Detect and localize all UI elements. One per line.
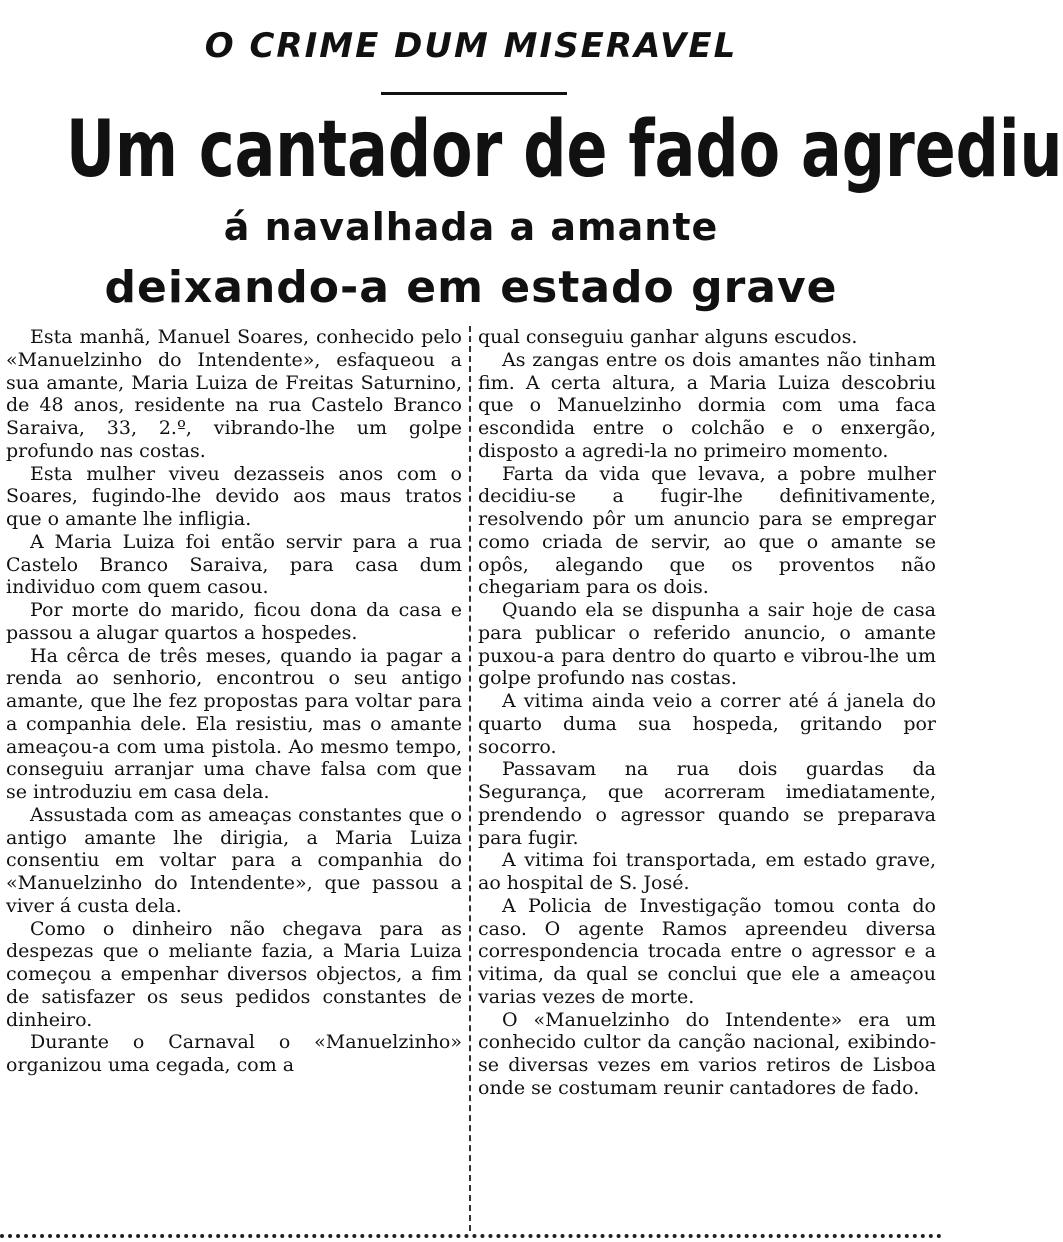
paragraph: Como o dinheiro não chegava para as despezas que o meliante fazia, a Maria Luiza começou a empenhar diversos objectos, a fim de satisfazer os seus pedidos constantes de dinheiro. xyxy=(6,917,462,1031)
subheadline-first: á navalhada a amante xyxy=(223,205,719,249)
paragraph: O «Manuelzinho do Intendente» era um conhecido cultor da canção nacional, exibindo-se diversas vezes em varios retiros de Lisboa onde se costumam reunir cantadores de fado. xyxy=(478,1008,936,1099)
headline: Um cantador de fado agrediu xyxy=(65,105,1063,195)
paragraph: Esta mulher viveu dezasseis anos com o Soares, fugindo-lhe devido aos maus tratos que o amante lhe infligia. xyxy=(6,462,462,530)
paragraph-continuation: qual conseguiu ganhar alguns escudos. xyxy=(478,326,858,348)
subheadline-second: deixando-a em estado grave xyxy=(104,262,838,313)
column-divider xyxy=(469,326,471,1231)
title-rule xyxy=(381,92,567,95)
left-column xyxy=(6,326,462,1231)
paragraph: Durante o Carnaval o «Manuelzinho» organizou uma cegada, com a xyxy=(6,1031,462,1076)
paragraph: Ha cêrca de três meses, quando ia pagar a renda ao senhorio, encontrou o seu antigo amante, que lhe fez propostas para voltar para a companhia dele. Ela resistiu, mas o amante ameaçou-a com uma pistola. Ao mesmo tempo, conseguiu arranjar uma chave falsa com que se introduziu em casa dela. xyxy=(6,644,462,803)
paragraph: A vitima ainda veio a correr até á janela do quarto duma sua hospeda, gritando por socorro. xyxy=(478,690,936,758)
paragraph: Esta manhã, Manuel Soares, conhecido pelo «Manuelzinho do Intendente», esfaqueou a sua amante, Maria Luiza de Freitas Saturnino, de 48 anos, residente na rua Castelo Branco Saraiva, 33, 2.º, vibrando-lhe um golpe profundo nas costas. xyxy=(6,326,462,462)
paragraph: As zangas entre os dois amantes não tinham fim. A certa altura, a Maria Luiza descobriu que o Manuelzinho dormia com uma faca escondida entre o colchão e o enxergão, disposto a agredi-la no primeiro momento. xyxy=(478,348,936,462)
paragraph: Quando ela se dispunha a sair hoje de casa para publicar o referido anuncio, o amante puxou-a para dentro do quarto e vibrou-lhe um golpe profundo nas costas. xyxy=(478,599,936,690)
paragraph: A Maria Luiza foi então servir para a rua Castelo Branco Saraiva, para casa dum individuo com quem casou. xyxy=(6,530,462,599)
paragraph: Passavam na rua dois guardas da Segurança, que acorreram imediatamente, prendendo o agressor quando se preparava para fugir. xyxy=(478,758,936,849)
kicker-title: O CRIME DUM MISERAVEL xyxy=(204,26,738,66)
paragraph: A vitima foi transportada, em estado grave, ao hospital de S. José. xyxy=(478,849,936,894)
paragraph: Farta da vida que levava, a pobre mulher decidiu-se a fugir-lhe definitivamente, resolvendo pôr um anuncio para se empregar como criada de servir, ao que o amante se opôs, alegando que os proventos não chegariam para os dois. xyxy=(478,462,936,599)
paragraph: Por morte do marido, ficou dona da casa e passou a alugar quartos a hospedes. xyxy=(6,599,462,644)
paragraph: Assustada com as ameaças constantes que o antigo amante lhe dirigia, a Maria Luiza consentiu em voltar para a companhia do «Manuelzinho do Intendente», que passou a viver á custa dela. xyxy=(6,803,462,917)
right-column xyxy=(478,326,936,1231)
bottom-dotted-rule xyxy=(0,1234,942,1238)
paragraph: A Policia de Investigação tomou conta do caso. O agente Ramos apreendeu diversa correspondencia trocada entre o agressor e a vitima, da qual se conclui que ele a ameaçou varias vezes de morte. xyxy=(478,894,936,1008)
